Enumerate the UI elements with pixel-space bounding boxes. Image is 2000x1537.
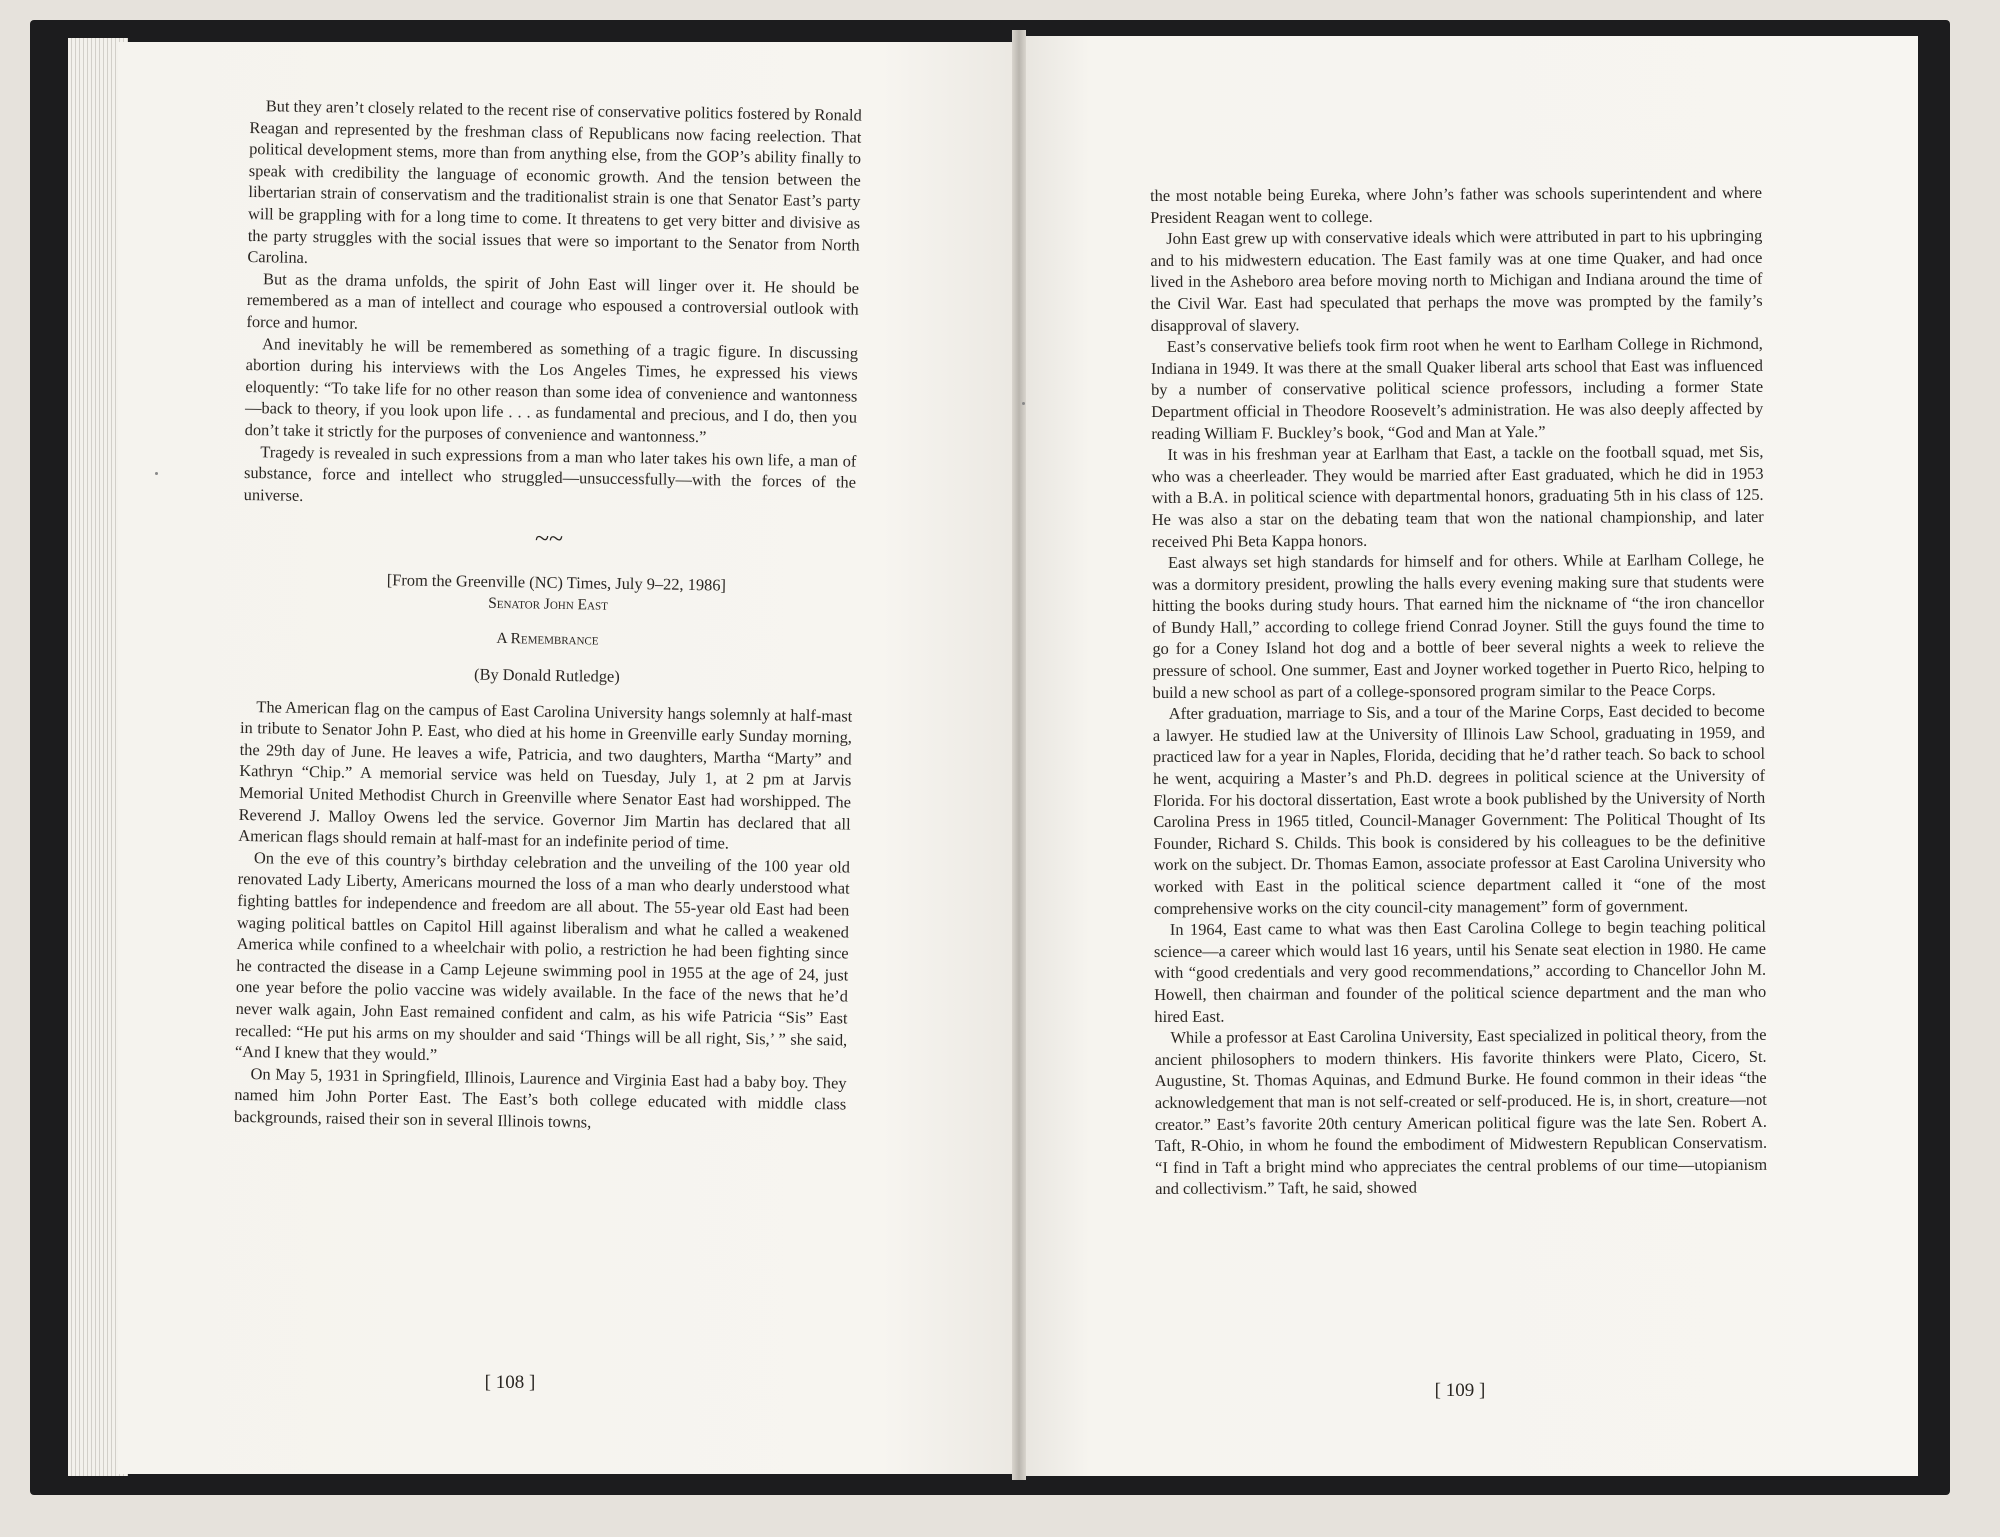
right-page: [1018, 36, 1918, 1476]
paragraph: East always set high standards for himself and for others. While at Earlham College, he was a dormitory president, prowling the halls every evening making sure that students were hitting the books during study hours. That earned him the nickname of “the iron chancellor of Bundy Hall,” according to college friend Conrad Joyner. Still the guys found the time to go for a Coney Island hot dog and a bottle of beer several nights a week to relieve the pressure of school. One summer, East and Joyner worked together in Puerto Rico, helping to build a new school as part of a college-sponsored program similar to the Peace Corps.: [1152, 549, 1765, 702]
page-number-right: [ 109 ]: [1434, 1380, 1486, 1401]
paragraph: On the eve of this country’s birthday celebration and the unveiling of the 100 year old renovated Lady Liberty, Americans mourned the loss of a man who dearly understood what fighting battles for independence and freedom are all about. The 55-year old East had been waging political battles on Capitol Hill against liberalism and what he called a weakened America while confined to a wheelchair with polio, a restriction he had been fighting since he contracted the disease in a Camp Lejeune swimming pool in 1955 at the age of 24, just one year before the polio vaccine was widely available. In the face of the news that he’d never walk again, John East remained confident and calm, as his wife Patricia “Sis” East recalled: “He put his arms on my shoulder and said ‘Things will be all right, Sis,’ ” she said, “And I knew that they would.”: [234, 847, 851, 1065]
paragraph: And inevitably he will be remembered as something of a tragic figure. In discussing abortion during his interviews with the Los Angeles Times, he expressed his views eloquently: “To take life for no other reason than some idea of convenience and wantonness—back to theory, if you look upon life . . . as fundamental and precious, and I do, then you don’t take it strictly for the purposes of convenience and wantonness.”: [244, 333, 859, 447]
paragraph: But as the drama unfolds, the spirit of John East will linger over it. He should be remembered as a man of intellect and courage who espoused a controversial outlook with force and humor.: [246, 268, 860, 333]
paragraph: John East grew up with conservative ideals which were attributed in part to his upbringing and to his midwestern education. The East family was at one time Quaker, and had once lived in the Asheboro area before moving north to Michigan and Indiana around the time of the Civil War. East had speculated that perhaps the move was prompted by the family’s disapproval of slavery.: [1150, 225, 1763, 335]
page-number-left: [ 108 ]: [484, 1372, 536, 1393]
paragraph: East’s conservative beliefs took firm root when he went to Earlham College in Richmond, Indiana in 1949. It was there at the small Quaker liberal arts school that East was influenced by a number of conservative political science professors, including a former State Department official in Theodore Roosevelt’s administration. He was also deeply affected by reading William F. Buckley’s book, “God and Man at Yale.”: [1150, 333, 1764, 443]
paragraph: In 1964, East came to what was then East Carolina College to begin teaching political science—a career which would last 16 years, until his Senate seat election in 1980. He came with “good credentials and very good recommendations,” according to Chancellor John M. Howell, then chairman and founder of the political science department and the man who hired East.: [1153, 916, 1767, 1026]
article-subtitle: A Remembrance: [496, 630, 599, 650]
paragraph: On May 5, 1931 in Springfield, Illinois, Laurence and Virginia East had a baby boy. They named him John Porter East. The East’s both college educated with middle class backgrounds, raised their son in several Illinois towns,: [233, 1063, 847, 1132]
byline: (By Donald Rutledge): [473, 664, 620, 686]
paper-speck: [155, 472, 158, 475]
left-page: [118, 42, 1018, 1474]
paragraph: But they aren’t closely related to the recent rise of conservative politics fostered by Ronald Reagan and represented by the freshman class of Republicans now facing reelection. That political development stems, more than from anything else, from the GOP’s ability finally to speak with credibility the language of economic growth. And the tension between the libertarian strain of conservatism and the traditionalist strain is one that Senator East’s party will be grappling with for a long time to come. It threatens to get very bitter and divisive as the party struggles with the social issues that were so important to the Senator from North Carolina.: [247, 96, 862, 268]
paper-speck: [1022, 402, 1025, 405]
paragraph: While a professor at East Carolina University, East specialized in political theory, from the ancient philosophers to modern thinkers. His favorite thinkers were Plato, Cicero, St. Augustine, St. Thomas Aquinas, and Edmund Burke. He found common in their ideas “the acknowledgement that man is not self-created or self-produced. He is, in short, creature—not creator.” East’s favorite 20th century American political figure was the late Sen. Robert A. Taft, R-Ohio, in whom he found the embodiment of Midwestern Republican Conservatism. “I find in Taft a bright mind who appreciates the central problems of our time—utopianism and collectivism.” Taft, he said, showed: [1154, 1024, 1768, 1199]
paragraph: Tragedy is revealed in such expressions from a man who later takes his own life, a man of substance, force and intellect who struggled—unsuccessfully—with the forces of the universe.: [243, 441, 857, 505]
paragraph: After graduation, marriage to Sis, and a tour of the Marine Corps, East decided to become a lawyer. He studied law at the University of Illinois Law School, graduating in 1959, and practiced law for a year in Naples, Florida, deciding that he’d rather teach. So back to school he went, acquiring a Master’s and Ph.D. degrees in political science at the University of Florida. For his doctoral dissertation, East wrote a book published by the University of North Carolina Press in 1965 titled, Council-Manager Government: The Political Thought of Its Founder, Richard S. Childs. This book is considered by his colleagues to be the definitive work on the subject. Dr. Thomas Eamon, associate professor at East Carolina University who worked with East in the political science department called it “one of the most comprehensive works on the city council-city management” form of government.: [1152, 701, 1766, 918]
article-title: Senator John East: [488, 594, 608, 614]
left-page-text: [234, 95, 862, 1137]
paragraph: The American flag on the campus of East Carolina University hangs solemnly at half-mast in tribute to Senator John P. East, who died at his home in Greenville early Sunday morning, the 29th day of June. He leaves a wife, Patricia, and two daughters, Martha “Marty” and Kathryn “Chip.” A memorial service was held on Tuesday, July 1, at 2 pm at Jarvis Memorial United Methodist Church in Greenville where Senator East had worshipped. The Reverend J. Malloy Owens led the service. Governor Jim Martin has declared that all American flags should remain at half-mast for an indefinite period of time.: [238, 696, 853, 853]
paragraph: the most notable being Eureka, where John’s father was schools superintendent and where President Reagan went to college.: [1150, 182, 1763, 227]
right-page-text: [1150, 182, 1767, 1200]
source-citation: [From the Greenville (NC) Times, July 9–22, 1986]: [386, 570, 727, 595]
book-gutter: [1012, 30, 1026, 1480]
paragraph: It was in his freshman year at Earlham that East, a tackle on the football squad, met Sis, who was a cheerleader. They would be married after East graduated, which he did in 1953 with a B.A. in political science with departmental honors, graduating 5th in his class of 125. He was also a star on the debating team that won the national championship, and later received Phi Beta Kappa honors.: [1151, 441, 1764, 551]
section-ornament: ~~: [534, 523, 564, 554]
